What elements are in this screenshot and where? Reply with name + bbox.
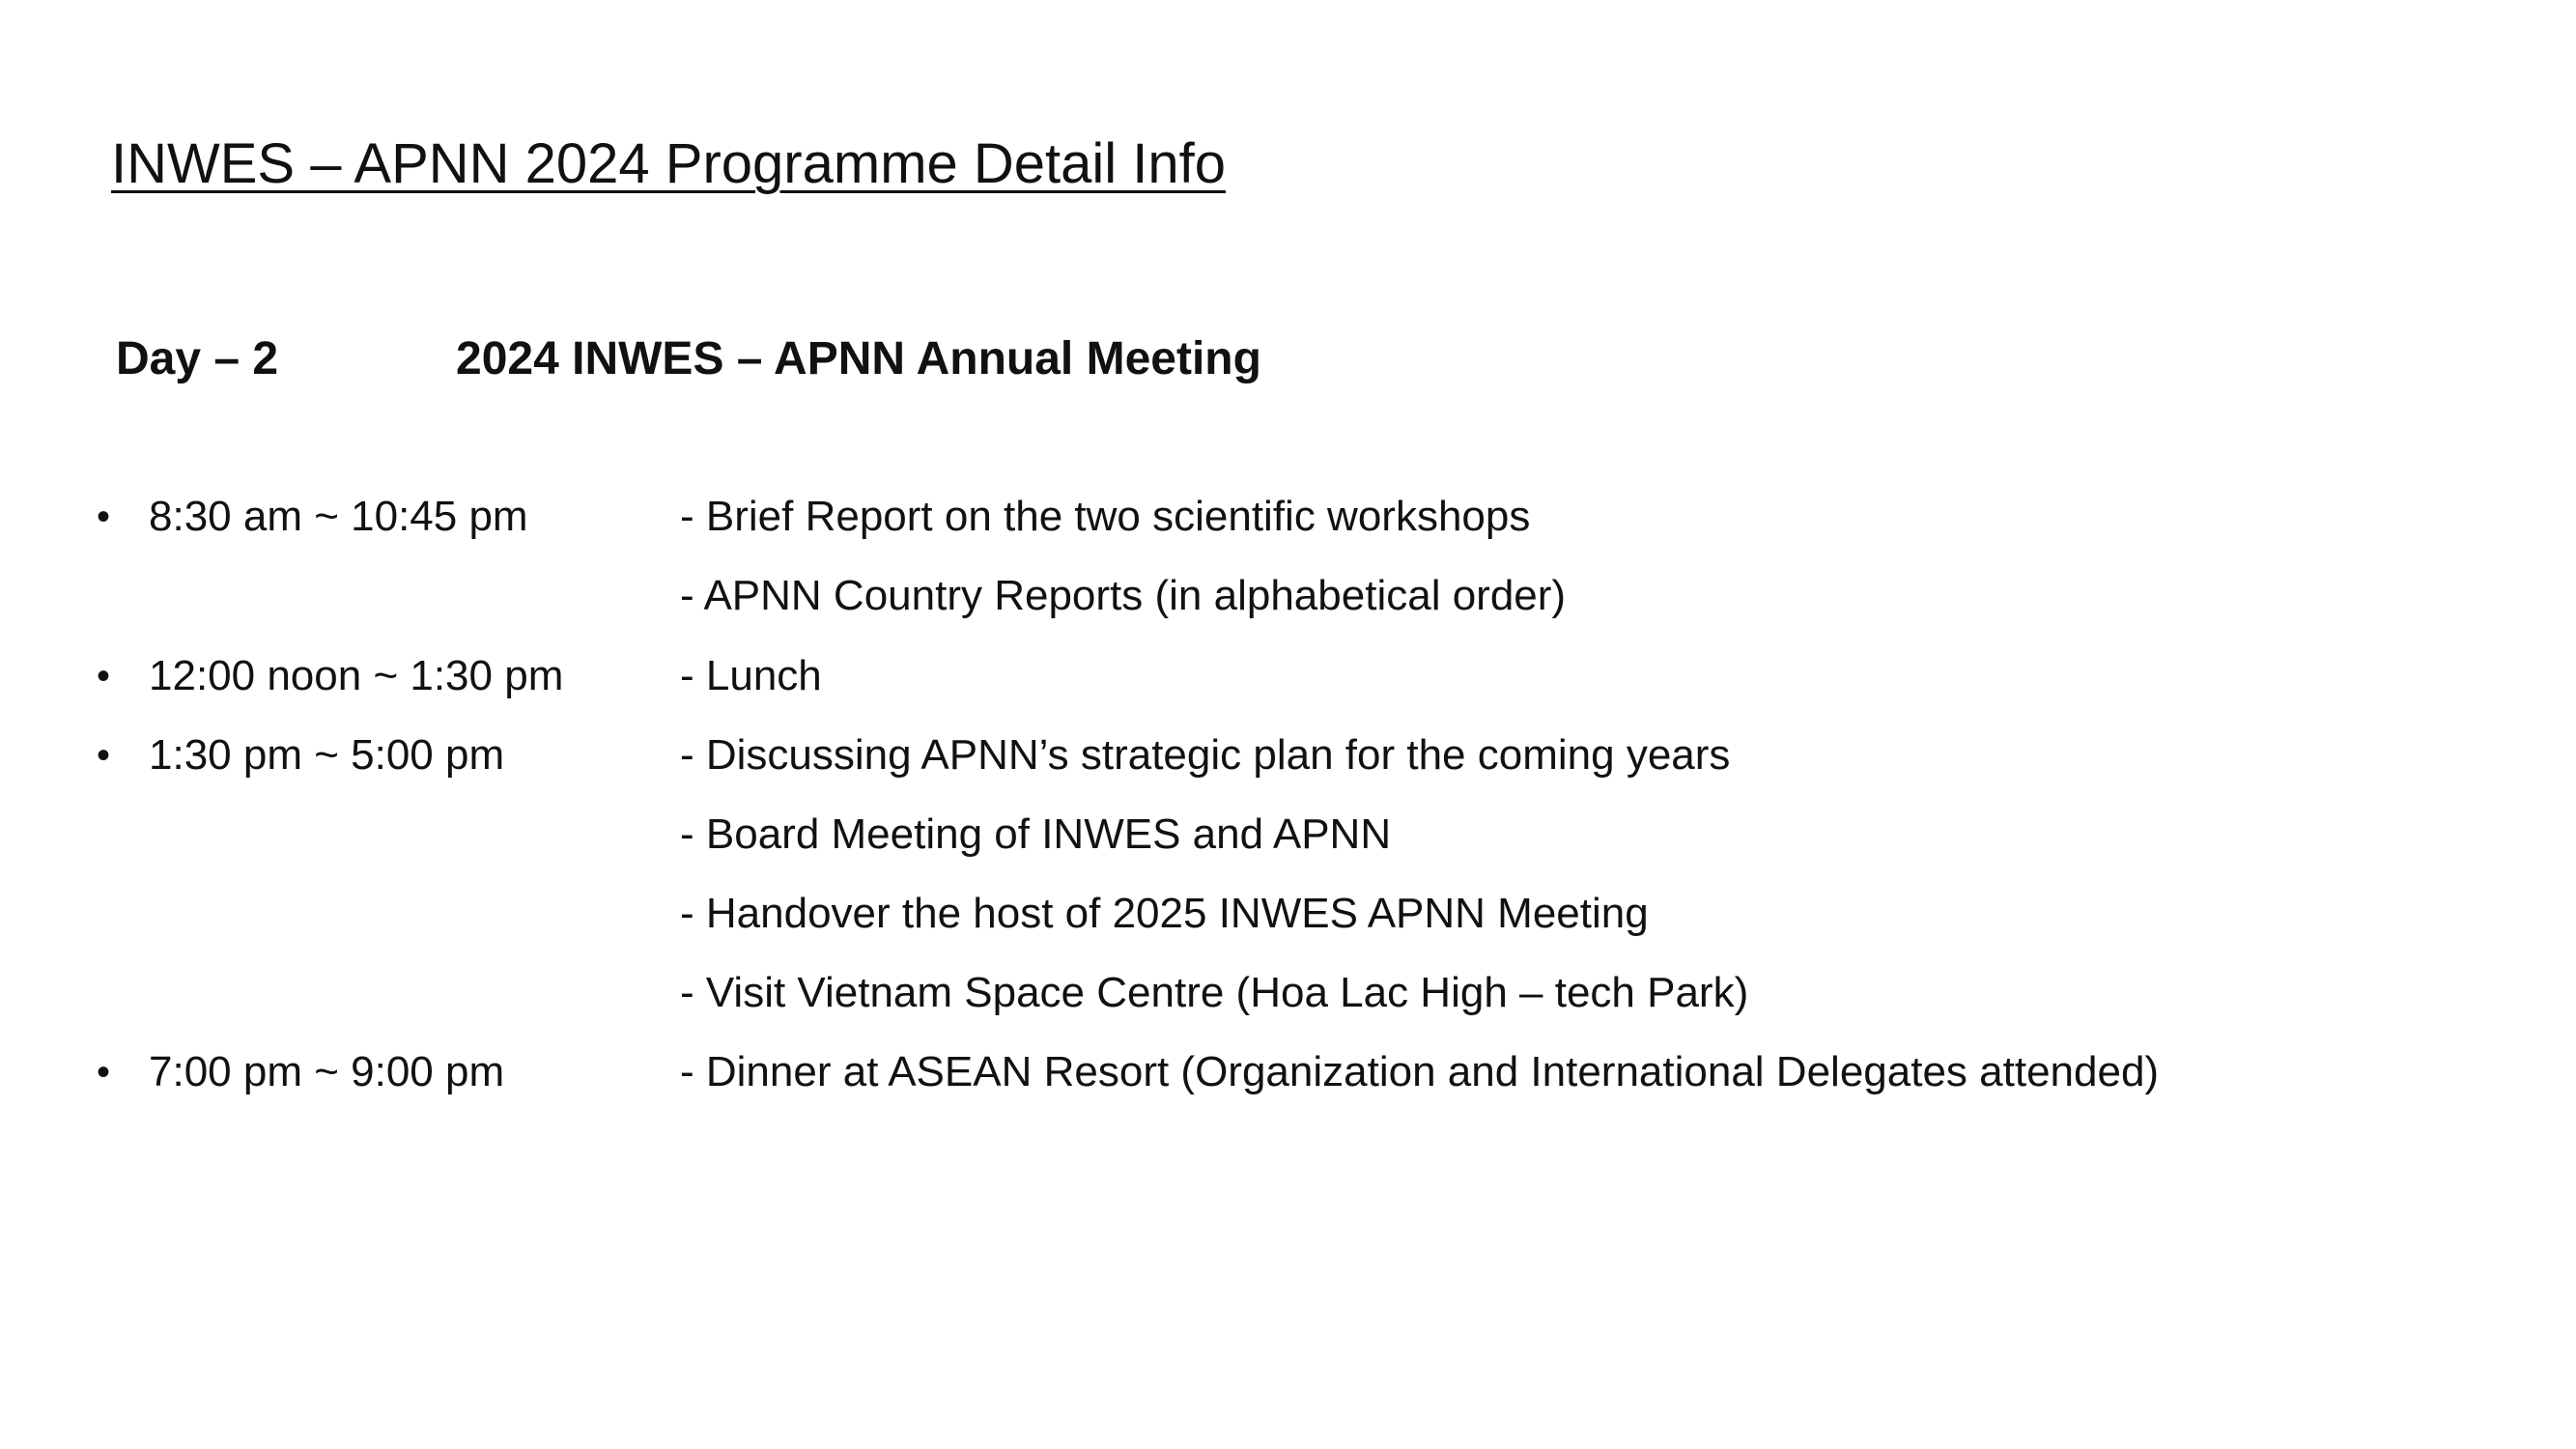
agenda-time: 8:30 am ~ 10:45 pm [149,493,528,540]
bullet-icon: • [97,496,111,538]
day-label: Day – 2 [116,333,279,384]
agenda-item-continuation [0,964,2576,1022]
agenda-time: 12:00 noon ~ 1:30 pm [149,652,564,699]
agenda-item [0,488,2576,546]
agenda-description: - Dinner at ASEAN Resort (Organization and International Delegates attended) [680,1048,2160,1095]
page-title: INWES – APNN 2024 Programme Detail Info [111,132,1227,195]
bullet-icon: • [97,1051,111,1094]
agenda-description: - Board Meeting of INWES and APNN [680,810,1392,858]
agenda-item-continuation [0,806,2576,864]
agenda-item-continuation [0,885,2576,943]
agenda-description: - Discussing APNN’s strategic plan for the coming years [680,731,1731,779]
agenda-description: - Visit Vietnam Space Centre (Hoa Lac High – tech Park) [680,969,1749,1016]
agenda-item [0,726,2576,784]
bullet-icon: • [97,734,111,777]
agenda-item [0,647,2576,705]
agenda-item-continuation [0,567,2576,625]
agenda-description: - Brief Report on the two scientific workshops [680,493,1531,540]
agenda-description: - Handover the host of 2025 INWES APNN Meeting [680,890,1649,937]
agenda-description: - APNN Country Reports (in alphabetical order) [680,572,1567,619]
agenda-description: - Lunch [680,652,822,699]
bullet-icon: • [97,655,111,697]
agenda-time: 1:30 pm ~ 5:00 pm [149,731,505,779]
day-title: 2024 INWES – APNN Annual Meeting [456,333,1261,384]
agenda-item [0,1043,2576,1101]
agenda-time: 7:00 pm ~ 9:00 pm [149,1048,505,1095]
